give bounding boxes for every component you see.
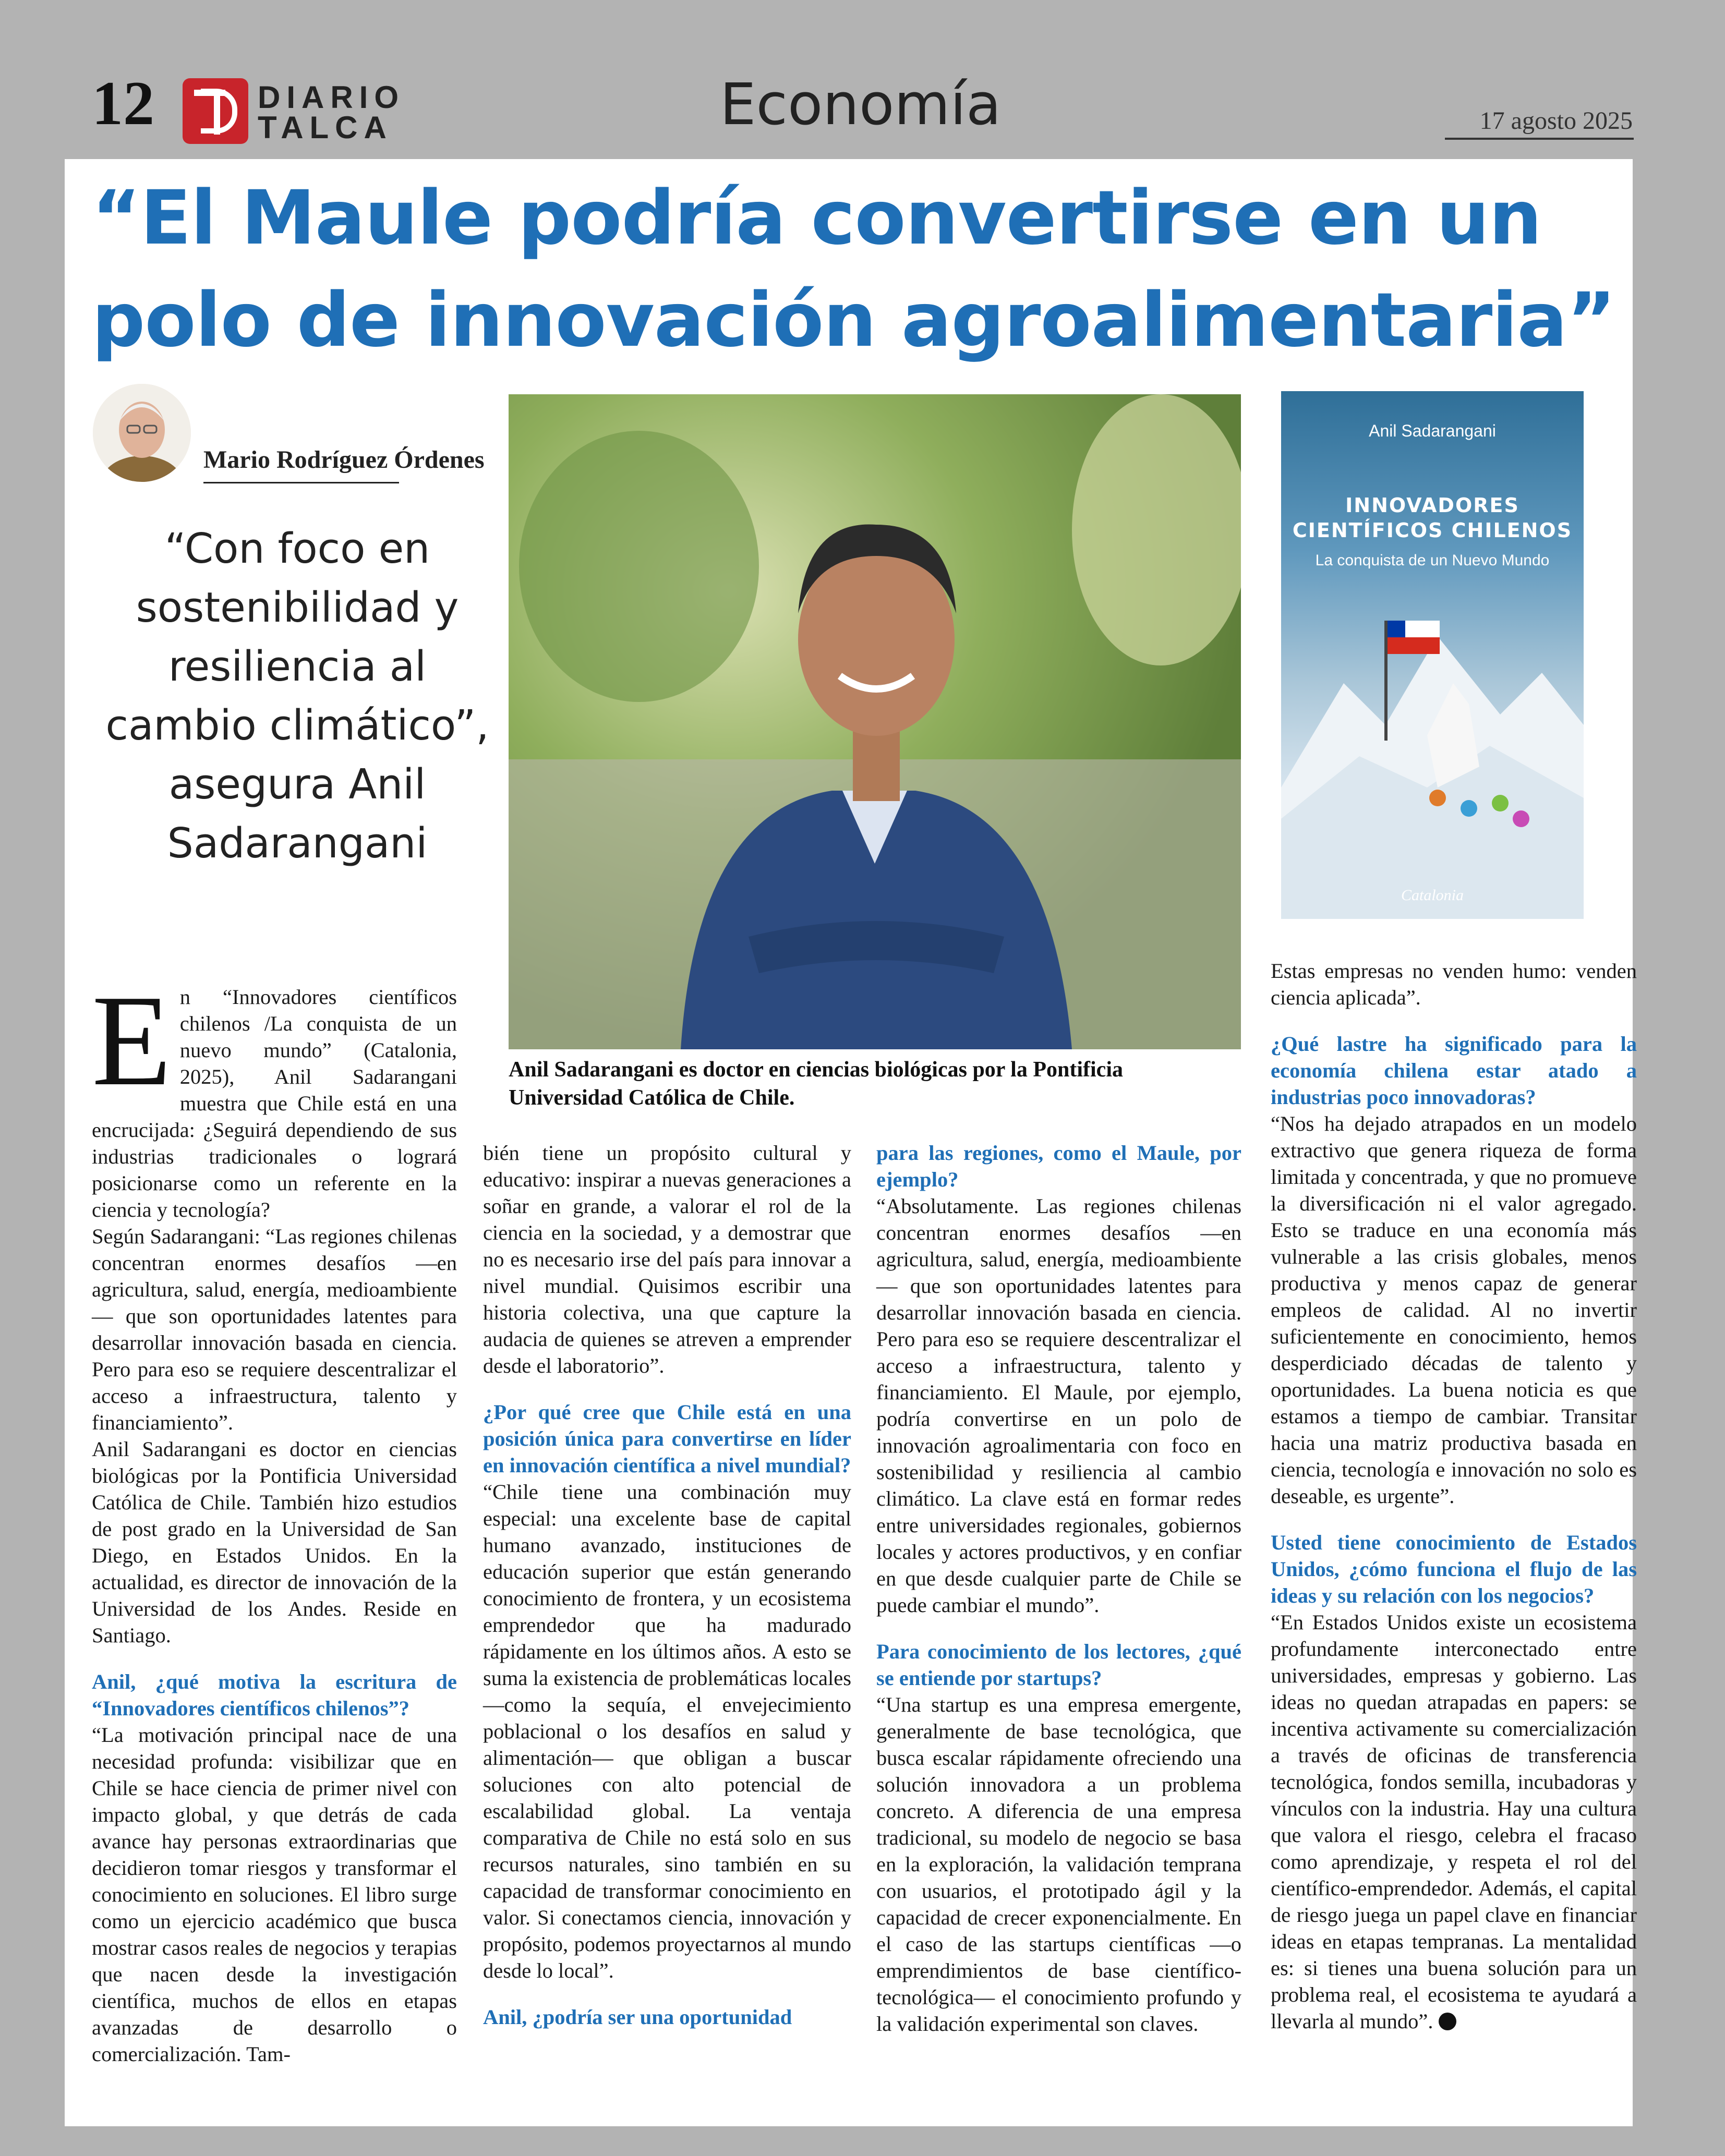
- interview-answer: “Nos ha dejado atrapados en un modelo extractivo que genera riqueza de forma limitada y concentrada, y que no promueve la diversificación ni el valor agregado. Esto se traduce en una economía más vulnerable a las crisis globales, menos productiva y menos capaz de generar empleos de calidad. Al no invertir suficientemente en conocimiento, hemos desperdiciado décadas de talento y oportunidades. La buena noticia es que estamos a tiempo de cambiar. Transitar hacia una matriz productiva basada en ciencia, tecnología e innovación no solo es deseable, es urgente”.: [1271, 1112, 1637, 1508]
- interview-question: ¿Por qué cree que Chile está en una posición única para convertirse en líder en innovación científica a nivel mundial?: [483, 1400, 851, 1477]
- article-headline: “El Maule podría convertirse en un polo de innovación agroalimentaria”: [92, 174, 1615, 364]
- body-paragraph: Según Sadarangani: “Las regiones chilenas concentran enormes desafíos —en agricultura, salud, energía, medioambiente— que son oportunidades latentes para desarrollar innovación basada en ciencia. Pero para eso se requiere descentralizar el acceso a infraestructura, talento y financiamiento”.: [92, 1225, 457, 1434]
- body-column-1: [92, 968, 457, 2067]
- interview-answer: “La motivación principal nace de una necesidad profunda: visibilizar que en Chile se hace ciencia de primer nivel con impacto global, y que detrás de cada avance hay personas extraordinarias que decidieron tomar riesgos y transformar el conocimiento en soluciones. El libro surge como un ejercicio académico que busca mostrar casos reales de negocios y terapias que nacen desde la investigación científica, muchos de ellos en etapas avanzadas de desarrollo o comercialización. Tam-: [92, 1723, 457, 2066]
- author-avatar: [93, 384, 191, 482]
- interview-answer: [1271, 1609, 1637, 2034]
- body-column-3: [876, 1140, 1241, 2037]
- body-paragraph: Anil Sadarangani es doctor en ciencias biológicas por la Pontificia Universidad Católica de Chile. También hizo estudios de post grado en la Universidad de San Diego, en Estados Unidos. En la actualidad, es director de innovación de la Universidad de los Andes. Reside en Santiago.: [92, 1437, 457, 1647]
- photo-caption: Anil Sadarangani es doctor en ciencias biológicas por la Pontificia Universidad Católica de Chile.: [509, 1058, 1123, 1110]
- book-publisher: Catalonia: [1401, 887, 1464, 904]
- section-title: Economía: [720, 71, 1002, 138]
- drop-cap: E: [92, 968, 172, 1113]
- logo-line-2: TALCA: [258, 110, 393, 145]
- body-column-4: [1271, 958, 1637, 2034]
- logo-t-stem: [214, 90, 220, 135]
- body-column-2: [483, 1140, 851, 2030]
- interview-question: Para conocimiento de los lectores, ¿qué se entiende por startups?: [876, 1640, 1241, 1690]
- logo-line-1: DIARIO: [258, 80, 405, 115]
- interview-answer: “Chile tiene una combinación muy especial: una excelente base de capital humano avanzado, instituciones de educación superior que están generando conocimiento de frontera, y un ecosistema emprendedor que ha madurado rápidamente en los últimos años. A esto se suma la existencia de problemáticas locales —como la sequía, el envejecimiento poblacional o los desafíos en salud y alimentación— que obligan a buscar soluciones con alto potencial de escalabilidad global. La ventaja comparativa de Chile no está solo en sus recursos naturales, sino también en su capacidad de transformar conocimiento en valor. Si conectamos ciencia, innovación y propósito, podemos proyectarnos al mundo desde lo local”.: [483, 1480, 851, 1982]
- interview-question: para las regiones, como el Maule, por ejemplo?: [876, 1141, 1241, 1191]
- portrait-photo: [509, 394, 1241, 1049]
- date-underline: [1445, 138, 1634, 140]
- interview-answer: Estas empresas no venden humo: venden ciencia aplicada”.: [1271, 959, 1637, 1009]
- book-subtitle: La conquista de un Nuevo Mundo: [1315, 552, 1550, 569]
- interview-question: Anil, ¿podría ser una oportunidad: [483, 2005, 792, 2029]
- interview-question: ¿Qué lastre ha significado para la economía chilena estar atado a industrias poco innovadoras?: [1271, 1032, 1637, 1109]
- interview-answer: “Absolutamente. Las regiones chilenas concentran enormes desafíos —en agricultura, salud, energía, medioambiente— que son oportunidades latentes para desarrollar innovación basada en ciencia. Pero para eso se requiere descentralizar el acceso a infraestructura, talento y financiamiento. El Maule, por ejemplo, podría convertirse en un polo de innovación agroalimentaria con foco en sostenibilidad y resiliencia al cambio climático. La clave está en formar redes entre universidades regionales, gobiernos locales y actores productivos, y en confiar en que desde cualquier parte de Chile se puede cambiar el mundo”.: [876, 1194, 1241, 1617]
- logo-wordmark: [258, 82, 405, 143]
- issue-date: 17 agosto 2025: [1479, 107, 1633, 135]
- pull-quote: “Con foco en sostenibilidad y resiliencia al cambio climático”, asegura Anil Sadarangani: [105, 525, 489, 867]
- interview-answer: bién tiene un propósito cultural y educativo: inspirar a nuevas generaciones a soñar en grande, a valorar el rol de la ciencia en la sociedad, y a demostrar que no es necesario irse del país para innovar a nivel mundial. Quisimos escribir una historia colectiva, una que capture la audacia de quienes se atreven a emprender desde el laboratorio”.: [483, 1141, 851, 1377]
- book-author: Anil Sadarangani: [1369, 421, 1496, 440]
- interview-question: Usted tiene conocimiento de Estados Unidos, ¿cómo funciona el flujo de las ideas y su relación con los negocios?: [1271, 1531, 1637, 1607]
- interview-question: Anil, ¿qué motiva la escritura de “Innovadores científicos chilenos”?: [92, 1670, 457, 1720]
- end-of-article-mark: [1439, 2013, 1456, 2030]
- book-title: INNOVADORES CIENTÍFICOS CHILENOS: [1292, 494, 1573, 542]
- final-answer-text: “En Estados Unidos existe un ecosistema profundamente interconectado entre universidades, empresas y gobierno. Las ideas no quedan atrapadas en papers: se incentiva activamente su comercialización a través de oficinas de transferencia tecnológica, fondos semilla, incubadoras y vínculos con la industria. Hay una cultura que valora el riesgo, celebra el fracaso como aprendizaje, y respeta el rol del científico-emprendedor. Además, el capital de riesgo juega un papel clave en financiar ideas en etapas tempranas. La mentalidad es: si tienes una buena solución para un problema real, el ecosistema te ayudará a llevarla al mundo”.: [1271, 1610, 1637, 2033]
- author-name: Mario Rodríguez Órdenes: [203, 446, 485, 474]
- author-underline: [203, 482, 399, 483]
- interview-answer: “Una startup es una empresa emergente, generalmente de base tecnológica, que busca escalar rápidamente ofreciendo una solución innovadora a un problema concreto. A diferencia de una empresa tradicional, su modelo de negocio se basa en la exploración, la validación temprana con usuarios, el prototipado ágil y la capacidad de crecer exponencialmente. En el caso de las startups científicas —o emprendimientos de base científico-tecnológica— el conocimiento profundo y la validación experimental son claves.: [876, 1693, 1241, 2036]
- book-cover: [1281, 391, 1584, 919]
- intro-paragraph: n “Innovadores científicos chilenos /La conquista de un nuevo mundo” (Catalonia, 2025), Anil Sadarangani muestra que Chile está en una encrucijada: ¿Seguirá dependiendo de sus industrias tradicionales o logrará posicionarse como un referente en la ciencia y tecnología?: [92, 985, 457, 1221]
- page-number: 12: [92, 68, 154, 138]
- logo-t-bar: [194, 90, 225, 96]
